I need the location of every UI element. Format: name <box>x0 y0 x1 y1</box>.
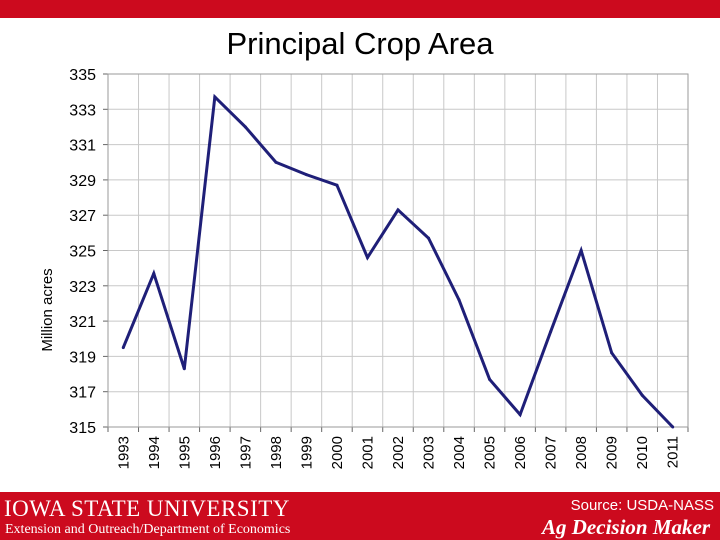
data-point <box>488 378 491 381</box>
data-point <box>244 125 247 128</box>
data-point <box>458 298 461 301</box>
x-tick-label: 2011 <box>664 436 682 469</box>
y-tick-label: 325 <box>69 243 96 261</box>
data-point <box>213 95 216 98</box>
line-chart <box>0 60 720 492</box>
y-tick-label: 319 <box>69 349 96 367</box>
y-tick-label: 335 <box>69 67 96 84</box>
x-tick-label: 2004 <box>451 436 469 470</box>
brand-text: Ag Decision Maker <box>542 515 710 539</box>
university-logo-text: IOWA STATE UNIVERSITY <box>4 496 290 521</box>
x-tick-label: 2006 <box>512 436 530 470</box>
data-point <box>366 256 369 259</box>
x-tick-labels <box>115 436 681 469</box>
data-point <box>122 346 125 349</box>
series-line <box>123 97 672 427</box>
y-tick-label: 329 <box>69 172 96 190</box>
x-tick-label: 2007 <box>542 436 560 470</box>
data-point <box>519 413 522 416</box>
x-tick-label: 2003 <box>420 436 438 470</box>
y-tick-label: 327 <box>69 208 96 226</box>
x-tick-label: 2010 <box>634 436 652 470</box>
x-tick-label: 2002 <box>390 436 407 470</box>
data-point <box>183 367 186 370</box>
y-tick-label: 317 <box>69 384 96 402</box>
x-tick-label: 2001 <box>359 436 377 470</box>
x-tick-label: 2000 <box>328 436 346 470</box>
x-tick-label: 1997 <box>237 436 255 470</box>
y-tick-label: 321 <box>69 314 96 332</box>
data-point <box>641 394 644 397</box>
x-tick-label: 1993 <box>115 436 133 470</box>
y-tick-label: 323 <box>69 278 96 296</box>
y-tick-labels <box>69 67 96 437</box>
y-tick-label: 315 <box>69 420 96 437</box>
data-point <box>549 330 552 333</box>
data-point <box>152 272 155 275</box>
footer-bar <box>0 492 720 540</box>
x-tick-label: 1999 <box>298 436 316 470</box>
x-tick-label: 2009 <box>603 436 621 470</box>
data-point <box>305 173 308 176</box>
data-point <box>580 249 583 252</box>
axes <box>103 74 688 432</box>
department-text: Extension and Outreach/Department of Economics <box>5 522 291 537</box>
x-tick-label: 1995 <box>176 436 194 470</box>
y-axis-label: Million acres <box>39 268 56 352</box>
data-point <box>335 184 338 187</box>
data-point <box>397 208 400 211</box>
data-point <box>671 426 674 429</box>
grid <box>108 74 688 427</box>
data-point <box>610 351 613 354</box>
chart-title: Principal Crop Area <box>226 26 494 61</box>
data-point <box>274 161 277 164</box>
source-note: Source: USDA-NASS <box>570 497 714 514</box>
data-point <box>427 237 430 240</box>
top-accent-bar <box>0 0 720 18</box>
x-tick-label: 1994 <box>145 436 163 470</box>
series-layer <box>122 95 674 428</box>
y-tick-label: 331 <box>69 137 96 155</box>
y-tick-label: 333 <box>69 102 96 120</box>
x-tick-label: 1996 <box>206 436 224 470</box>
x-tick-label: 2008 <box>573 436 591 470</box>
x-tick-label: 1998 <box>267 436 285 470</box>
x-tick-label: 2005 <box>481 436 499 470</box>
